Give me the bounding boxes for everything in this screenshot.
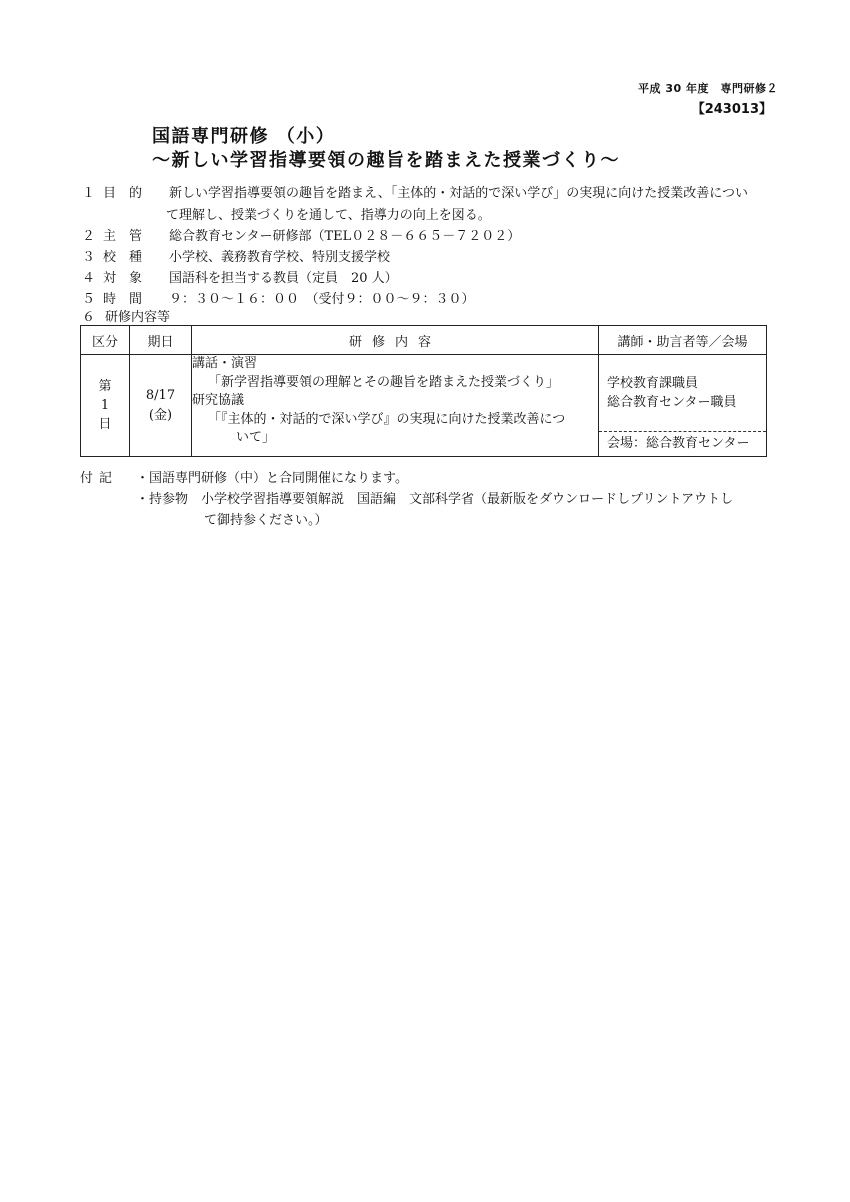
item-label: 研修内容等 bbox=[105, 310, 171, 325]
lecturer-line: 学校教育課職員 bbox=[607, 376, 699, 391]
header-lecturer-venue: 講師・助言者等／会場 bbox=[599, 326, 767, 355]
note-line: て御持参ください。） bbox=[204, 513, 328, 528]
item-school-type bbox=[82, 246, 390, 265]
item-target bbox=[82, 267, 398, 286]
item-number: ４ bbox=[82, 271, 96, 286]
item-text: 総合教育センター研修部（TEL０２８－６６５－７２０２） bbox=[169, 229, 521, 244]
item-content-heading bbox=[82, 306, 170, 325]
lecturer-venue-cell bbox=[599, 355, 767, 457]
item-label: 主 管 bbox=[103, 229, 143, 244]
item-number: ６ bbox=[82, 310, 96, 325]
item-text: 国語科を担当する教員（定員 20 人） bbox=[169, 271, 398, 286]
lecturer-line: 総合教育センター職員 bbox=[607, 395, 737, 410]
course-code: 【243013】 bbox=[691, 102, 772, 117]
header-content: 研修内容 bbox=[192, 326, 599, 355]
item-organizer bbox=[82, 225, 520, 244]
notes-label: 付記 bbox=[80, 471, 119, 486]
content-line: 講話・演習 bbox=[192, 356, 258, 371]
item-label: 目 的 bbox=[103, 186, 143, 201]
note-line: ・持参物 小学校学習指導要領解説 国語編 文部科学省（最新版をダウンロードしプリントアウトし bbox=[136, 492, 734, 507]
table-header-row bbox=[81, 326, 767, 355]
content-line: 研究協議 bbox=[192, 393, 245, 408]
item-number: ２ bbox=[82, 229, 96, 244]
day-char: 日 bbox=[98, 417, 112, 432]
item-time bbox=[82, 288, 475, 307]
content-line: いて」 bbox=[236, 430, 276, 445]
table-row bbox=[81, 355, 767, 457]
day-char: 第 bbox=[98, 379, 112, 394]
date-value: 8/17 bbox=[145, 387, 176, 403]
weekday-value: (金) bbox=[148, 407, 173, 423]
item-purpose-continued: て理解し、授業づくりを通して、指導力の向上を図る。 bbox=[166, 208, 491, 223]
header-date: 期日 bbox=[130, 326, 192, 355]
content-line: 「新学習指導要領の理解とその趣旨を踏まえた授業づくり」 bbox=[208, 374, 560, 390]
page-title: 国語専門研修 （小） bbox=[152, 126, 336, 147]
item-label: 時 間 bbox=[103, 292, 143, 307]
item-purpose bbox=[82, 182, 748, 201]
page-subtitle: ～新しい学習指導要領の趣旨を踏まえた授業づくり～ bbox=[152, 150, 620, 171]
venue-label: 会場：総合教育センター bbox=[599, 431, 766, 456]
day-number-cell bbox=[81, 355, 130, 457]
header-kubun: 区分 bbox=[81, 326, 130, 355]
content-line: 「『主体的・対話的で深い学び』の実現に向けた授業改善につ bbox=[208, 411, 566, 427]
item-text: ９：３０～１６：００ （受付９：００～９：３０） bbox=[169, 292, 475, 307]
item-label: 対 象 bbox=[103, 271, 143, 286]
lecturer-list bbox=[599, 355, 766, 431]
item-number: １ bbox=[82, 186, 96, 201]
notes-section bbox=[80, 468, 733, 531]
content-cell bbox=[192, 355, 599, 457]
item-text: 新しい学習指導要領の趣旨を踏まえ、「主体的・対話的で深い学び」の実現に向けた授業改善につい bbox=[169, 186, 749, 201]
item-label: 校 種 bbox=[103, 250, 143, 265]
document-year-label: 平成 30 年度 専門研修２ bbox=[638, 82, 778, 95]
item-text: 小学校、義務教育学校、特別支援学校 bbox=[169, 250, 391, 265]
item-number: ３ bbox=[82, 250, 96, 265]
day-char: 1 bbox=[100, 398, 110, 413]
schedule-table bbox=[80, 325, 767, 457]
note-line: ・国語専門研修（中）と合同開催になります。 bbox=[136, 471, 408, 486]
item-number: ５ bbox=[82, 292, 96, 307]
date-cell bbox=[130, 355, 192, 457]
